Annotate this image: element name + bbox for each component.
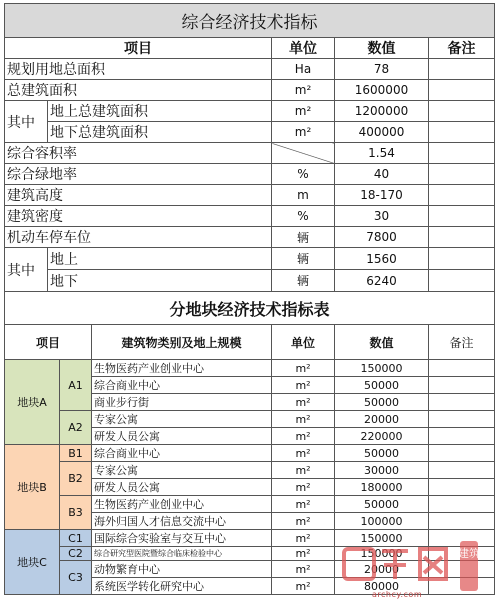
subplot-c2: C2 — [60, 547, 92, 561]
subplot-b2: B2 — [60, 462, 92, 496]
row-label: 综合绿地率 — [5, 164, 272, 185]
row-note — [429, 462, 495, 479]
header-type: 建筑物类别及地上规模 — [92, 325, 272, 360]
row-label: 规划用地总面积 — [5, 59, 272, 80]
header-note: 备注 — [429, 38, 495, 59]
header-value: 数值 — [335, 38, 429, 59]
row-unit: m² — [272, 561, 335, 578]
row-unit: m² — [272, 411, 335, 428]
row-note — [429, 185, 495, 206]
row-note — [429, 411, 495, 428]
row-note — [429, 80, 495, 101]
row-unit: m² — [272, 122, 335, 143]
row-label: 综合容积率 — [5, 143, 272, 164]
building-type: 综合商业中心 — [92, 377, 272, 394]
row-unit: m² — [272, 530, 335, 547]
row-note — [429, 496, 495, 513]
overall-indicators-table — [4, 3, 495, 292]
header-unit: 单位 — [272, 325, 335, 360]
row-value: 1200000 — [335, 101, 429, 122]
row-value: 18-170 — [335, 185, 429, 206]
row-value: 1560 — [335, 248, 429, 270]
row-unit: m² — [272, 101, 335, 122]
row-value: 20000 — [335, 411, 429, 428]
row-unit: % — [272, 164, 335, 185]
building-type: 系统医学转化研究中心 — [92, 578, 272, 595]
building-type: 研发人员公寓 — [92, 479, 272, 496]
building-type: 专家公寓 — [92, 462, 272, 479]
row-unit: m² — [272, 513, 335, 530]
table-title: 分地块经济技术指标表 — [5, 292, 495, 325]
row-unit: m — [272, 185, 335, 206]
row-label: 建筑密度 — [5, 206, 272, 227]
subplot-b3: B3 — [60, 496, 92, 530]
row-unit: m² — [272, 496, 335, 513]
row-note — [429, 122, 495, 143]
row-unit: m² — [272, 547, 335, 561]
row-value: 150000 — [335, 360, 429, 377]
row-unit: m² — [272, 428, 335, 445]
row-unit: Ha — [272, 59, 335, 80]
row-note — [429, 445, 495, 462]
row-unit: % — [272, 206, 335, 227]
group-label: 其中 — [5, 248, 48, 292]
subplot-c3: C3 — [60, 561, 92, 595]
row-note — [429, 377, 495, 394]
row-note — [429, 164, 495, 185]
row-unit: m² — [272, 445, 335, 462]
row-value: 50000 — [335, 394, 429, 411]
row-label: 地下总建筑面积 — [48, 122, 272, 143]
row-note — [429, 428, 495, 445]
row-note — [429, 206, 495, 227]
building-type: 研发人员公寓 — [92, 428, 272, 445]
row-value: 50000 — [335, 445, 429, 462]
building-type: 专家公寓 — [92, 411, 272, 428]
row-unit: 辆 — [272, 248, 335, 270]
row-note — [429, 143, 495, 164]
building-type: 综合研究型医院暨综合临床检验中心 — [92, 547, 272, 561]
table-title: 综合经济技术指标 — [5, 4, 495, 38]
row-unit: 辆 — [272, 270, 335, 292]
plot-label-b: 地块B — [5, 445, 60, 530]
row-value: 150000 — [335, 530, 429, 547]
row-label: 机动车停车位 — [5, 227, 272, 248]
row-value: 150000 — [335, 547, 429, 561]
row-unit: m² — [272, 394, 335, 411]
row-value: 1600000 — [335, 80, 429, 101]
building-type: 国际综合实验室与交互中心 — [92, 530, 272, 547]
row-note — [429, 394, 495, 411]
row-value: 20000 — [335, 561, 429, 578]
indicator-sheet — [4, 3, 494, 595]
row-value: 50000 — [335, 496, 429, 513]
row-unit: m² — [272, 80, 335, 101]
row-value: 1.54 — [335, 143, 429, 164]
building-type: 生物医药产业创业中心 — [92, 360, 272, 377]
row-value: 400000 — [335, 122, 429, 143]
row-unit: m² — [272, 360, 335, 377]
row-note — [429, 101, 495, 122]
row-unit: m² — [272, 578, 335, 595]
row-unit: m² — [272, 377, 335, 394]
header-unit: 单位 — [272, 38, 335, 59]
header-item: 项目 — [5, 38, 272, 59]
subplot-b1: B1 — [60, 445, 92, 462]
building-type: 生物医药产业创业中心 — [92, 496, 272, 513]
subplot-a2: A2 — [60, 411, 92, 445]
row-label: 建筑高度 — [5, 185, 272, 206]
row-unit: 辆 — [272, 227, 335, 248]
watermark-vertical: 建筑 — [458, 547, 480, 560]
group-label: 其中 — [5, 101, 48, 143]
row-note — [429, 360, 495, 377]
row-value: 40 — [335, 164, 429, 185]
row-value: 7800 — [335, 227, 429, 248]
watermark-site: archcy.com — [372, 590, 423, 599]
subplot-a1: A1 — [60, 360, 92, 411]
building-type: 海外归国人才信息交流中心 — [92, 513, 272, 530]
row-value: 6240 — [335, 270, 429, 292]
row-value: 100000 — [335, 513, 429, 530]
row-value: 30 — [335, 206, 429, 227]
building-type: 综合商业中心 — [92, 445, 272, 462]
row-value: 30000 — [335, 462, 429, 479]
header-item: 项目 — [5, 325, 92, 360]
row-value: 180000 — [335, 479, 429, 496]
row-note — [429, 479, 495, 496]
subplot-c1: C1 — [60, 530, 92, 547]
row-note — [429, 59, 495, 80]
row-note — [429, 270, 495, 292]
building-type: 动物繁育中心 — [92, 561, 272, 578]
plot-label-c: 地块C — [5, 530, 60, 595]
row-unit: m² — [272, 479, 335, 496]
building-type: 商业步行街 — [92, 394, 272, 411]
header-value: 数值 — [335, 325, 429, 360]
row-value: 78 — [335, 59, 429, 80]
row-value: 50000 — [335, 377, 429, 394]
row-unit: m² — [272, 462, 335, 479]
row-value: 80000 — [335, 578, 429, 595]
plot-label-a: 地块A — [5, 360, 60, 445]
row-label: 地上总建筑面积 — [48, 101, 272, 122]
header-note: 备注 — [429, 325, 495, 360]
row-label: 地上 — [48, 248, 272, 270]
row-unit-na — [272, 143, 335, 164]
row-note — [429, 248, 495, 270]
row-value: 220000 — [335, 428, 429, 445]
row-note — [429, 227, 495, 248]
row-note — [429, 513, 495, 530]
row-label: 地下 — [48, 270, 272, 292]
row-label: 总建筑面积 — [5, 80, 272, 101]
